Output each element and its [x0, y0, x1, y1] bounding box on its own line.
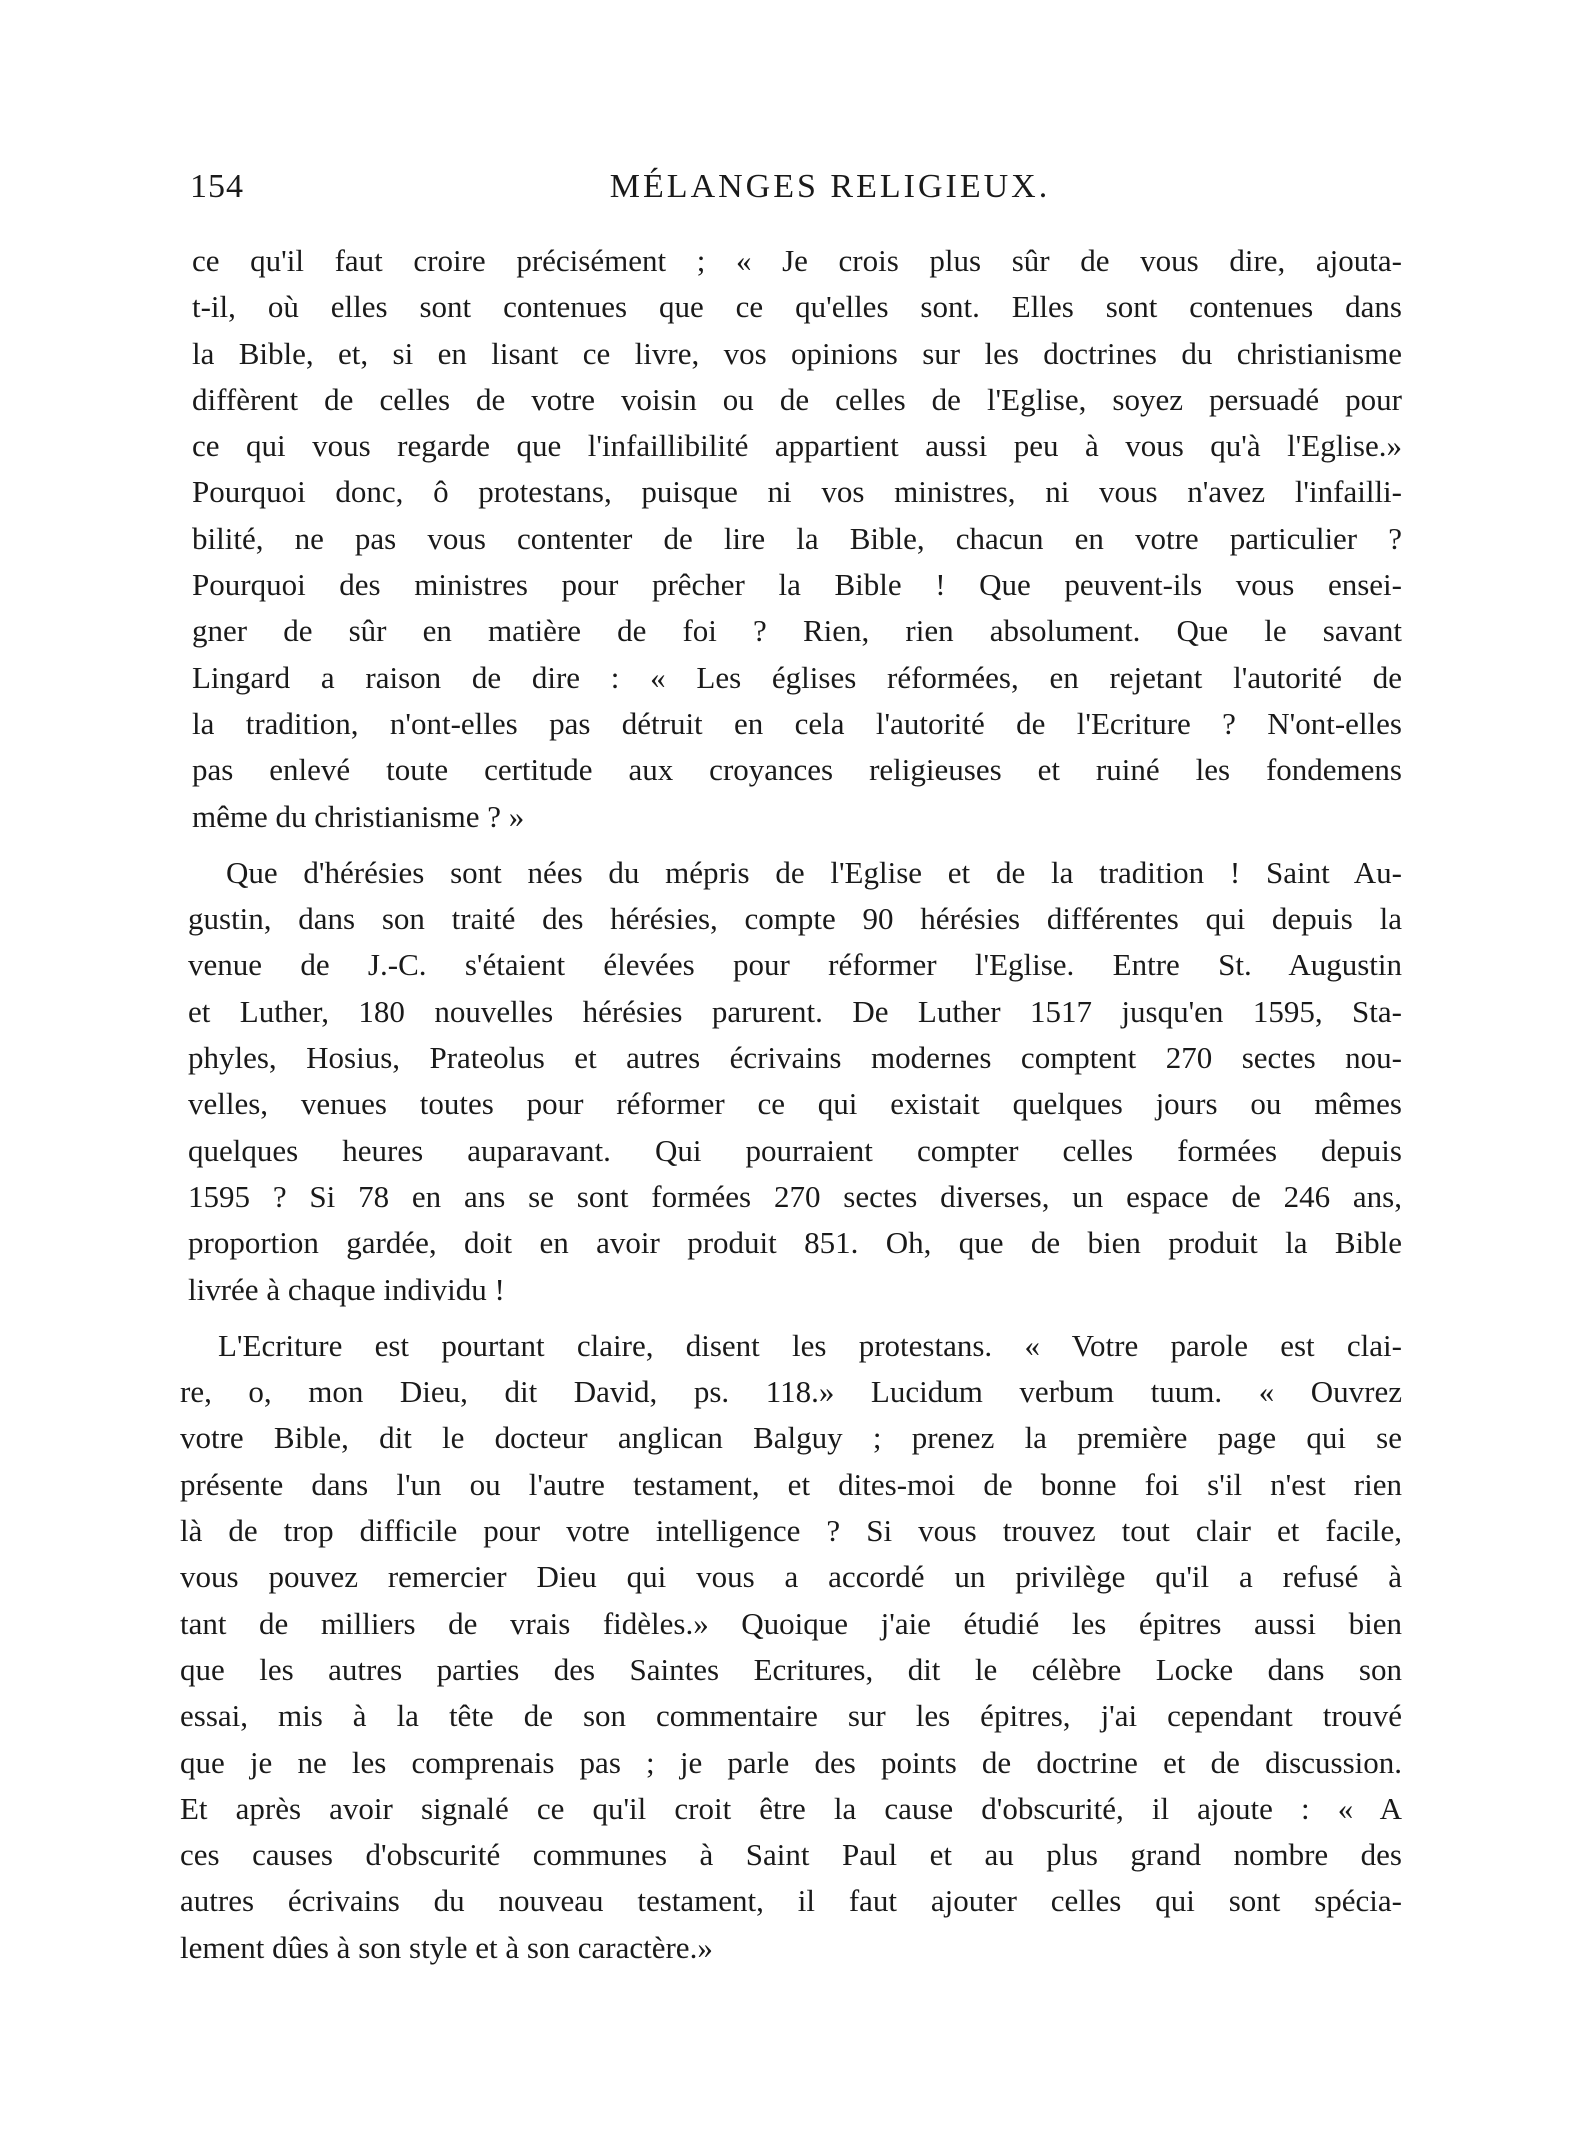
text-line: proportion gardée, doit en avoir produit 851. Oh, que de bien produit la Bible: [188, 1225, 1402, 1261]
text-line: la Bible, et, si en lisant ce livre, vos opinions sur les doctrines du christianisme: [192, 335, 1402, 371]
text-line: venue de J.-C. s'étaient élevées pour réformer l'Eglise. Entre St. Augustin: [188, 947, 1402, 983]
text-line: gustin, dans son traité des hérésies, compte 90 hérésies différentes qui depuis la: [188, 901, 1402, 937]
text-line: 1595 ? Si 78 en ans se sont formées 270 sectes diverses, un espace de 246 ans,: [188, 1178, 1402, 1214]
running-title: MÉLANGES RELIGIEUX.: [609, 168, 1051, 205]
paragraph-1: [192, 238, 1402, 840]
running-head: [180, 168, 1390, 218]
text-line: ce qui vous regarde que l'infaillibilité appartient aussi peu à vous qu'à l'Eglise.»: [192, 428, 1402, 464]
text-line: votre Bible, dit le docteur anglican Balguy ; prenez la première page qui se: [180, 1420, 1402, 1456]
text-line: Pourquoi des ministres pour prêcher la Bible ! Que peuvent-ils vous ensei-: [192, 567, 1402, 603]
body-text: [180, 238, 1402, 1971]
text-line: livrée à chaque individu !: [188, 1271, 505, 1307]
text-line: que les autres parties des Saintes Ecritures, dit le célèbre Locke dans son: [180, 1651, 1402, 1687]
page-number: 154: [190, 168, 244, 205]
text-line: phyles, Hosius, Prateolus et autres écrivains modernes comptent 270 sectes nou-: [188, 1040, 1402, 1076]
text-line: t-il, où elles sont contenues que ce qu'elles sont. Elles sont contenues dans: [192, 289, 1402, 325]
text-line: bilité, ne pas vous contenter de lire la Bible, chacun en votre particulier ?: [192, 520, 1402, 556]
text-line: Pourquoi donc, ô protestans, puisque ni vos ministres, ni vous n'avez l'infailli-: [192, 474, 1402, 510]
text-line: gner de sûr en matière de foi ? Rien, rien absolument. Que le savant: [192, 613, 1402, 649]
paragraph-3: [180, 1323, 1402, 1971]
text-line: la tradition, n'ont-elles pas détruit en cela l'autorité de l'Ecriture ? N'ont-elles: [192, 705, 1402, 741]
text-line: même du christianisme ? »: [192, 798, 525, 834]
paragraph-2: [188, 850, 1402, 1313]
text-line: autres écrivains du nouveau testament, il faut ajouter celles qui sont spécia-: [180, 1883, 1402, 1919]
text-line: Et après avoir signalé ce qu'il croit être la cause d'obscurité, il ajoute : « A: [180, 1790, 1402, 1826]
text-line: tant de milliers de vrais fidèles.» Quoique j'aie étudié les épitres aussi bien: [180, 1605, 1402, 1641]
text-line: ces causes d'obscurité communes à Saint Paul et au plus grand nombre des: [180, 1837, 1402, 1873]
text-line: présente dans l'un ou l'autre testament, et dites-moi de bonne foi s'il n'est rien: [180, 1466, 1402, 1502]
text-line: ce qu'il faut croire précisément ; « Je crois plus sûr de vous dire, ajouta-: [192, 243, 1402, 278]
text-line: re, o, mon Dieu, dit David, ps. 118.» Lucidum verbum tuum. « Ouvrez: [180, 1374, 1402, 1410]
text-line: velles, venues toutes pour réformer ce qui existait quelques jours ou mêmes: [188, 1086, 1402, 1122]
text-line: Lingard a raison de dire : « Les églises réformées, en rejetant l'autorité de: [192, 659, 1402, 695]
text-line: que je ne les comprenais pas ; je parle des points de doctrine et de discussion.: [180, 1744, 1402, 1780]
text-line: pas enlevé toute certitude aux croyances religieuses et ruiné les fondemens: [192, 752, 1402, 788]
text-line: là de trop difficile pour votre intelligence ? Si vous trouvez tout clair et facile,: [180, 1513, 1402, 1549]
text-line: essai, mis à la tête de son commentaire sur les épitres, j'ai cependant trouvé: [180, 1698, 1402, 1734]
text-line: et Luther, 180 nouvelles hérésies parurent. De Luther 1517 jusqu'en 1595, Sta-: [188, 993, 1402, 1029]
text-line: L'Ecriture est pourtant claire, disent les protestans. « Votre parole est clai-: [218, 1327, 1402, 1363]
text-line: lement dûes à son style et à son caractère.»: [180, 1929, 713, 1965]
text-line: Que d'hérésies sont nées du mépris de l'Eglise et de la tradition ! Saint Au-: [226, 854, 1402, 890]
text-line: vous pouvez remercier Dieu qui vous a accordé un privilège qu'il a refusé à: [180, 1559, 1402, 1595]
text-line: diffèrent de celles de votre voisin ou de celles de l'Eglise, soyez persuadé pour: [192, 381, 1402, 417]
text-line: quelques heures auparavant. Qui pourraient compter celles formées depuis: [188, 1132, 1402, 1168]
